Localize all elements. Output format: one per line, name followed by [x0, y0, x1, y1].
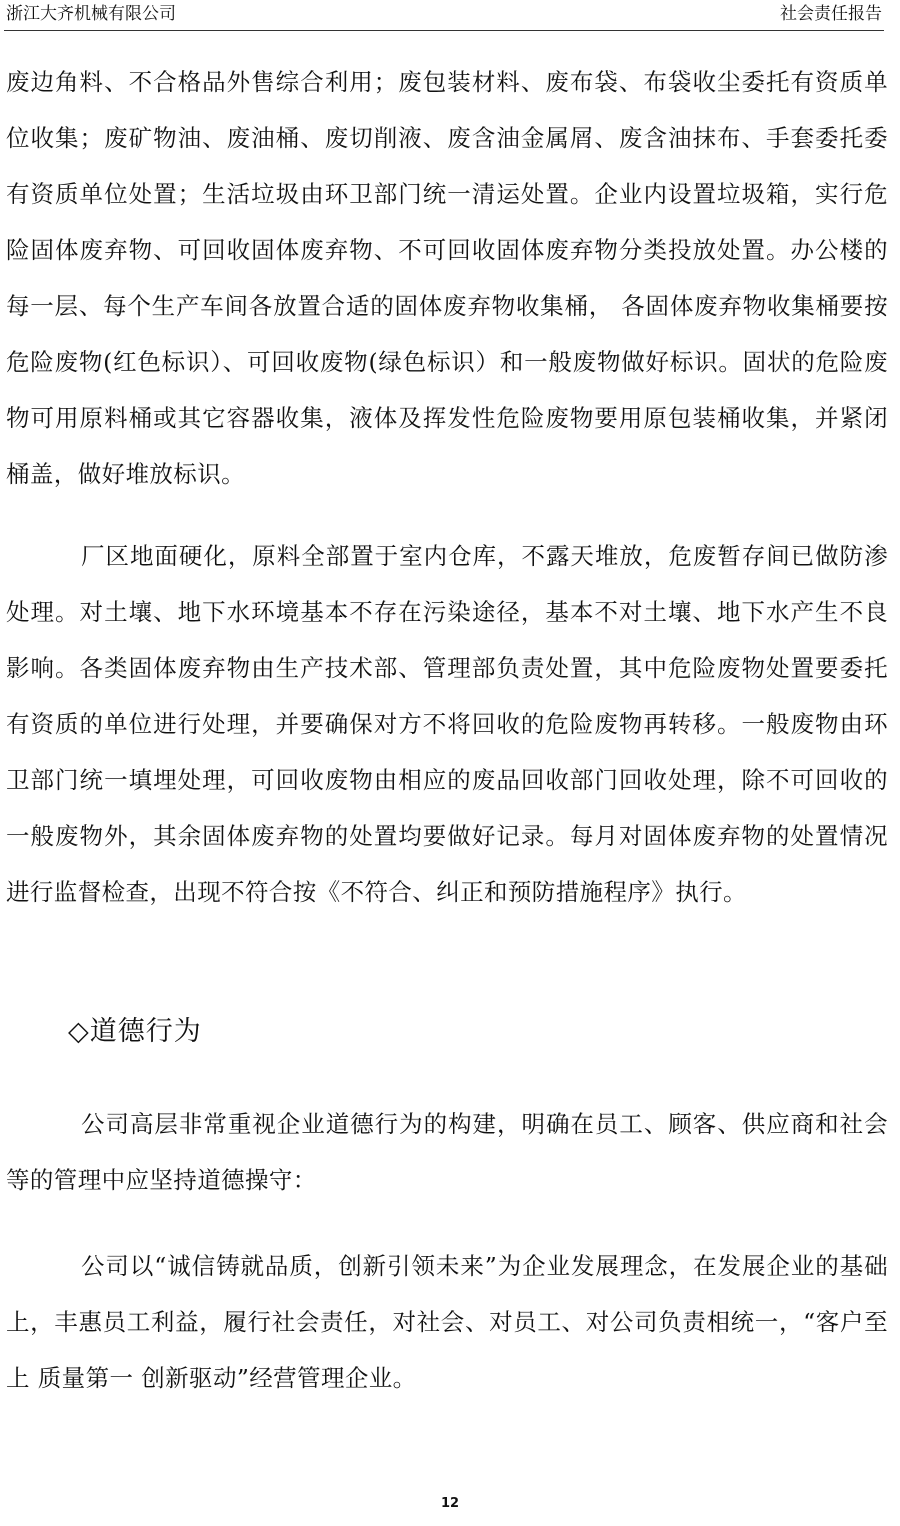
section-heading-ethics: ◇道德行为 [68, 1016, 202, 1047]
page-header [4, 0, 884, 31]
paragraph-company-philosophy: 公司以“诚信铸就品质，创新引领未来”为企业发展理念，在发展企业的基础上，丰惠员工利益，履行社会责任，对社会、对员工、对公司负责相统一，“客户至上 质量第一 创新驱动”经营管理企业。 [6, 1252, 888, 1392]
report-title: 社会责任报告 [780, 4, 882, 24]
paragraph-ethics-intro: 公司高层非常重视企业道德行为的构建，明确在员工、顾客、供应商和社会等的管理中应坚持道德操守： [6, 1110, 888, 1194]
page-number: 12 [440, 1496, 460, 1511]
company-name: 浙江大齐机械有限公司 [6, 4, 176, 24]
paragraph-ground-treatment: 厂区地面硬化，原料全部置于室内仓库，不露天堆放，危废暂存间已做防渗处理。对土壤、地下水环境基本不存在污染途径，基本不对土壤、地下水产生不良影响。各类固体废弃物由生产技术部、管理部负责处置，其中危险废物处置要委托有资质的单位进行处理，并要确保对方不将回收的危险废物再转移。一般废物由环卫部门统一填埋处理，可回收废物由相应的废品回收部门回收处理，除不可回收的一般废物外，其余固体废弃物的处置均要做好记录。每月对固体废弃物的处置情况进行监督检查，出现不符合按《不符合、纠正和预防措施程序》执行。 [6, 542, 888, 906]
paragraph-waste-disposal: 废边角料、不合格品外售综合利用；废包装材料、废布袋、布袋收尘委托有资质单位收集；废矿物油、废油桶、废切削液、废含油金属屑、废含油抹布、手套委托委有资质单位处置；生活垃圾由环卫部门统一清运处置。企业内设置垃圾箱，实行危险固体废弃物、可回收固体废弃物、不可回收固体废弃物分类投放处置。办公楼的每一层、每个生产车间各放置合适的固体废弃物收集桶， 各固体废弃物收集桶要按危险废物(红色标识）、可回收废物(绿色标识）和一般废物做好标识。固状的危险废物可用原料桶或其它容器收集，液体及挥发性危险废物要用原包装桶收集，并紧闭桶盖，做好堆放标识。 [6, 68, 888, 488]
